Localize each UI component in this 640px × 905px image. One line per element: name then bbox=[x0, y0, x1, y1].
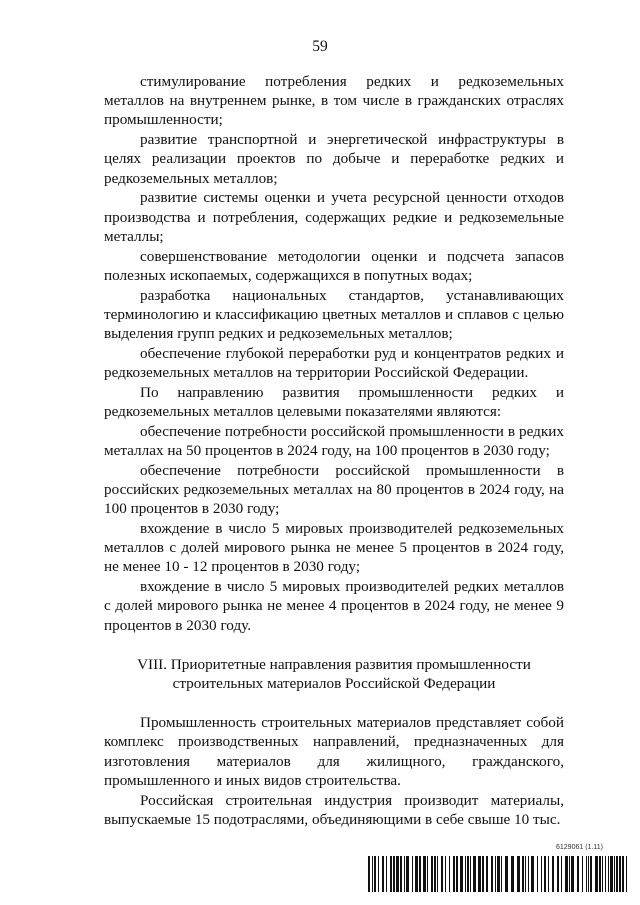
paragraph: Российская строительная индустрия производит материалы, выпускаемые 15 подотраслями, объединяющими в себе свыше 10 тыс. bbox=[104, 791, 564, 828]
section-heading bbox=[104, 655, 564, 693]
paragraph: разработка национальных стандартов, устанавливающих терминологию и классификацию цветных металлов и сплавов с целью выделения групп редких и редкоземельных металлов; bbox=[104, 286, 564, 343]
barcode-icon bbox=[368, 856, 630, 892]
paragraph: вхождение в число 5 мировых производителей редких металлов с долей мирового рынка не менее 4 процентов в 2024 году, не менее 9 процентов в 2030 году. bbox=[104, 578, 564, 634]
paragraph: обеспечение потребности российской промышленности в российских редкоземельных металлах на 80 процентов в 2024 году, на 100 процентов в 2030 году; bbox=[104, 461, 564, 518]
paragraph: вхождение в число 5 мировых производителей редкоземельных металлов с долей мирового рынка не менее 5 процентов в 2024 году, не менее 10 - 12 процентов в 2030 году; bbox=[104, 520, 564, 576]
section-heading-line-2: строительных материалов Российской Федерации bbox=[172, 675, 496, 693]
page-number: 59 bbox=[312, 38, 328, 55]
paragraph: Промышленность строительных материалов представляет собой комплекс производственных направлений, предназначенных для изготовления материалов для жилищного, гражданского, промышленного и иных видов строительства. bbox=[104, 714, 564, 789]
paragraph: стимулирование потребления редких и редкоземельных металлов на внутреннем рынке, в том числе в гражданских отраслях промышленности; bbox=[104, 73, 564, 129]
paragraph: развитие транспортной и энергетической инфраструктуры в целях реализации проектов по добыче и переработке редких и редкоземельных металлов; bbox=[104, 131, 564, 187]
document-body bbox=[104, 72, 564, 830]
barcode-code: 6129061 (1.11) bbox=[556, 844, 603, 851]
paragraph: развитие системы оценки и учета ресурсной ценности отходов производства и потребления, содержащих редкие и редкоземельные металлы; bbox=[104, 189, 564, 245]
document-barcode bbox=[368, 844, 630, 898]
section-heading-line-1: VIII. Приоритетные направления развития промышленности bbox=[137, 655, 531, 673]
paragraph: обеспечение глубокой переработки руд и концентратов редких и редкоземельных металлов на территории Российской Федерации. bbox=[104, 344, 564, 382]
paragraph: совершенствование методологии оценки и подсчета запасов полезных ископаемых, содержащихся в попутных водах; bbox=[104, 247, 564, 284]
paragraph: По направлению развития промышленности редких и редкоземельных металлов целевыми показателями являются: bbox=[104, 383, 564, 421]
paragraph: обеспечение потребности российской промышленности в редких металлах на 50 процентов в 2024 году, на 100 процентов в 2030 году; bbox=[104, 422, 564, 460]
